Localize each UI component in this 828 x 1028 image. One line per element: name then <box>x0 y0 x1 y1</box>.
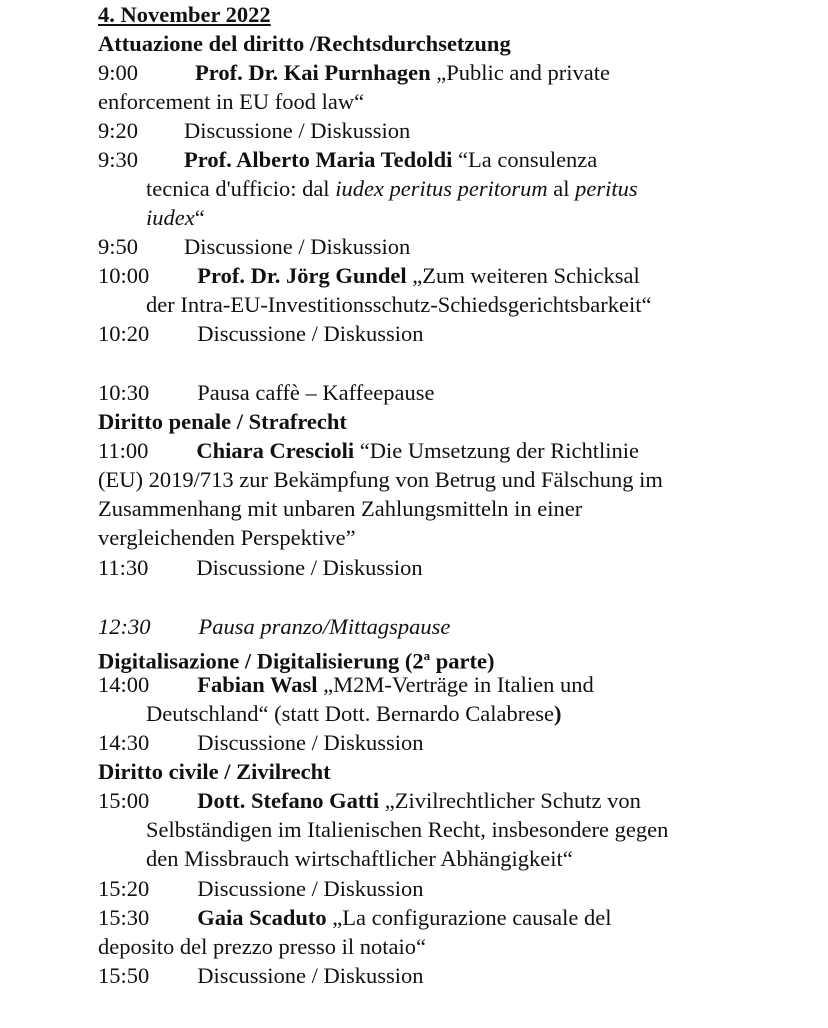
title-part: al <box>547 176 576 201</box>
heading-part: parte) <box>430 648 495 674</box>
talk-title-continued: den Missbrauch wirtschaftlicher Abhängigkeit“ <box>146 846 573 871</box>
section-heading-civil-law: Diritto civile / Zivilrecht <box>98 759 331 784</box>
talk-scaduto <box>98 903 612 932</box>
talk-speaker: Prof. Alberto Maria Tedoldi <box>184 147 453 172</box>
talk-title-continued: Zusammenhang mit unbaren Zahlungsmitteln in einer <box>98 496 583 521</box>
discussion-row <box>98 728 424 757</box>
discussion-row <box>98 232 410 261</box>
program-date: 4. November 2022 <box>98 2 271 27</box>
talk-title-continued: vergleichenden Perspektive” <box>98 525 356 550</box>
talk-tedoldi <box>98 145 597 174</box>
section-heading-criminal-law: Diritto penale / Strafrecht <box>98 409 347 434</box>
talk-speaker: Dott. Stefano Gatti <box>197 788 380 813</box>
heading-superscript: a <box>423 648 431 663</box>
discussion-label: Discussione / Diskussion <box>184 234 411 259</box>
talk-title-continued <box>146 203 205 232</box>
title-part: tecnica d'ufficio: dal <box>146 176 336 201</box>
title-part: ) <box>554 701 562 726</box>
break-label: Pausa caffè – Kaffeepause <box>197 380 435 405</box>
discussion-row <box>98 553 423 582</box>
talk-time: 10:00 <box>98 263 150 288</box>
talk-title-continued: Selbständigen im Italienischen Recht, insbesondere gegen <box>146 817 669 842</box>
discussion-label: Discussione / Diskussion <box>196 555 423 580</box>
talk-title: „Zum weiteren Schicksal <box>406 263 640 288</box>
title-italic-part: iudex <box>146 205 195 230</box>
discussion-label: Discussione / Diskussion <box>197 963 424 988</box>
talk-purnhagen <box>98 58 610 87</box>
talk-time: 9:30 <box>98 147 139 172</box>
talk-gatti <box>98 786 641 815</box>
section-heading-enforcement: Attuazione del diritto /Rechtsdurchsetzung <box>98 31 511 56</box>
break-time: 10:30 <box>98 380 150 405</box>
talk-title: „La configurazione causale del <box>326 905 612 930</box>
talk-time: 15:00 <box>98 788 150 813</box>
talk-time: 9:00 <box>98 60 139 85</box>
discussion-label: Discussione / Diskussion <box>184 118 411 143</box>
discussion-time: 9:20 <box>98 118 139 143</box>
break-label: Pausa pranzo/Mittagspause <box>198 614 451 639</box>
talk-title-continued <box>146 174 638 203</box>
talk-speaker: Gaia Scaduto <box>197 905 327 930</box>
discussion-time: 10:20 <box>98 321 150 346</box>
talk-title-continued: (EU) 2019/713 zur Bekämpfung von Betrug und Fälschung im <box>98 467 663 492</box>
coffee-break <box>98 378 434 407</box>
talk-title-continued: deposito del prezzo presso il notaio“ <box>98 934 427 959</box>
discussion-time: 15:20 <box>98 876 150 901</box>
title-part: Deutschland“ (statt Dott. Bernardo Calabrese <box>146 701 554 726</box>
talk-title: „M2M-Verträge in Italien und <box>317 672 594 697</box>
discussion-label: Discussione / Diskussion <box>197 730 424 755</box>
talk-gundel <box>98 261 640 290</box>
lunch-break <box>98 612 450 641</box>
talk-title: “La consulenza <box>452 147 598 172</box>
discussion-label: Discussione / Diskussion <box>197 321 424 346</box>
talk-time: 11:00 <box>98 438 149 463</box>
heading-part: Digitalisazione / Digitalisierung (2 <box>98 648 424 674</box>
talk-speaker: Chiara Crescioli <box>196 438 355 463</box>
talk-time: 15:30 <box>98 905 150 930</box>
talk-title: “Die Umsetzung der Richtlinie <box>354 438 640 463</box>
discussion-time: 15:50 <box>98 963 150 988</box>
discussion-row <box>98 319 424 348</box>
talk-crescioli <box>98 436 639 465</box>
title-italic-part: iudex peritus peritorum <box>335 176 548 201</box>
talk-speaker: Fabian Wasl <box>197 672 318 697</box>
discussion-time: 14:30 <box>98 730 150 755</box>
discussion-row <box>98 961 424 990</box>
talk-title-continued: enforcement in EU food law“ <box>98 89 365 114</box>
discussion-row <box>98 874 424 903</box>
discussion-label: Discussione / Diskussion <box>197 876 424 901</box>
talk-speaker: Prof. Dr. Jörg Gundel <box>197 263 407 288</box>
talk-title: „Zivilrechtlicher Schutz von <box>379 788 641 813</box>
talk-title: „Public and private <box>430 60 610 85</box>
title-part: “ <box>194 205 205 230</box>
talk-wasl <box>98 670 594 699</box>
title-italic-part: peritus <box>575 176 638 201</box>
talk-title-continued: der Intra-EU-Investitionsschutz-Schiedsgerichtsbarkeit“ <box>146 292 652 317</box>
discussion-time: 9:50 <box>98 234 139 259</box>
discussion-row <box>98 116 410 145</box>
talk-title-continued <box>146 699 562 728</box>
talk-time: 14:00 <box>98 672 150 697</box>
break-time: 12:30 <box>98 614 151 639</box>
talk-speaker: Prof. Dr. Kai Purnhagen <box>195 60 431 85</box>
discussion-time: 11:30 <box>98 555 149 580</box>
